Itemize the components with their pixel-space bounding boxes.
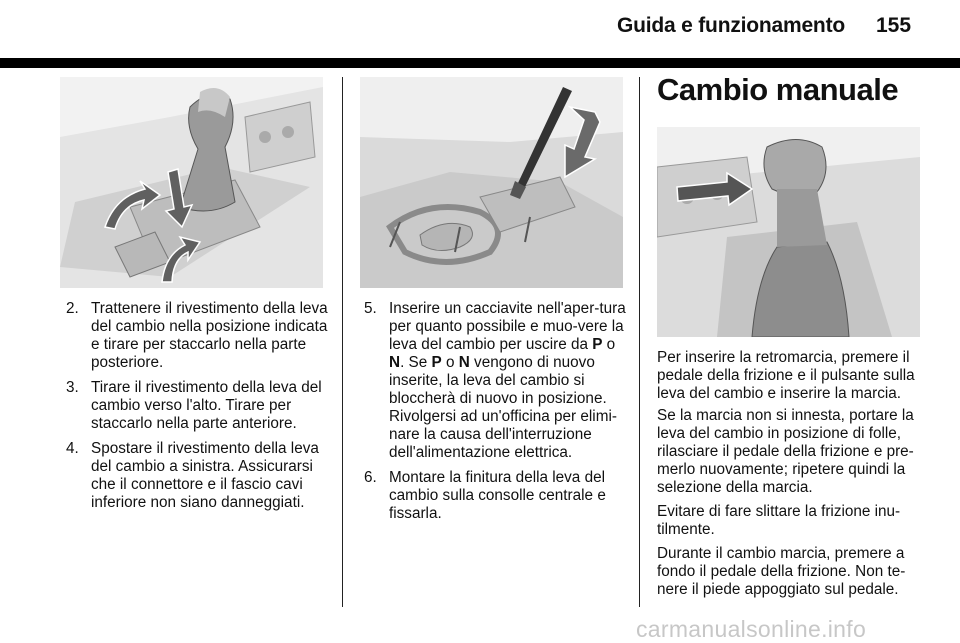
gear-p-label: P	[431, 354, 442, 371]
step-text: Inserire un cacciavite nell'aper-tura per quanto possibile e muo-vere la leva del cambio per uscire da P o N. Se P o N vengono di nuovo inserite, la leva del cambio si bloccherà di nuovo in posizione. Rivolgersi ad un'officina per elimi-nare la causa dell'interruzione dell'alimentazione elettrica.	[389, 300, 626, 461]
paragraph: Se la marcia non si innesta, portare la leva del cambio in posizione di folle, rilasciare il pedale della frizione e pre-merlo nuovamente; ripetere quindi la selezione della marcia.	[657, 407, 914, 496]
steps-list-column2	[364, 300, 626, 530]
step-number: 3.	[66, 379, 79, 396]
step-text: Montare la finitura della leva del cambio sulla consolle centrale e fissarla.	[389, 469, 606, 522]
figure-screwdriver-release	[360, 77, 623, 288]
step-number: 4.	[66, 440, 79, 457]
figure-manual-gear-lever	[657, 127, 920, 337]
list-item	[364, 300, 626, 462]
step-number: 2.	[66, 300, 79, 317]
running-header-title: Guida e funzionamento	[617, 14, 845, 37]
list-item	[66, 379, 328, 433]
watermark: carmanualsonline.info	[636, 616, 867, 642]
column-divider-2	[639, 77, 640, 607]
list-item	[66, 440, 328, 512]
column-divider-1	[342, 77, 343, 607]
step-text: Trattenere il rivestimento della leva del cambio nella posizione indicata e tirare per staccarlo nella parte posteriore.	[91, 300, 328, 371]
section-title: Cambio manuale	[657, 72, 899, 107]
paragraph: Evitare di fare slittare la frizione inu-tilmente.	[657, 503, 901, 538]
paragraph: Per inserire la retromarcia, premere il pedale della frizione e il pulsante sulla leva del cambio e inserire la marcia.	[657, 349, 915, 402]
step-number: 5.	[364, 300, 377, 317]
steps-list-column1	[66, 300, 328, 519]
figure-gear-trim-removal	[60, 77, 323, 288]
list-item	[66, 300, 328, 372]
paragraph: Durante il cambio marcia, premere a fondo il pedale della frizione. Non te-nere il piede appoggiato sul pedale.	[657, 545, 906, 598]
step-text: Tirare il rivestimento della leva del cambio verso l'alto. Tirare per staccarlo nella parte anteriore.	[91, 379, 322, 432]
gear-p-label: P	[592, 336, 603, 353]
page-number: 155	[876, 14, 912, 37]
step-text: Spostare il rivestimento della leva del cambio a sinistra. Assicurarsi che il connettore e il fascio cavi inferiore non siano danneggiati.	[91, 440, 319, 511]
gear-n-label: N	[389, 354, 401, 371]
header-rule	[0, 58, 960, 68]
list-item	[364, 469, 626, 523]
gear-n-label: N	[458, 354, 470, 371]
step-number: 6.	[364, 469, 377, 486]
